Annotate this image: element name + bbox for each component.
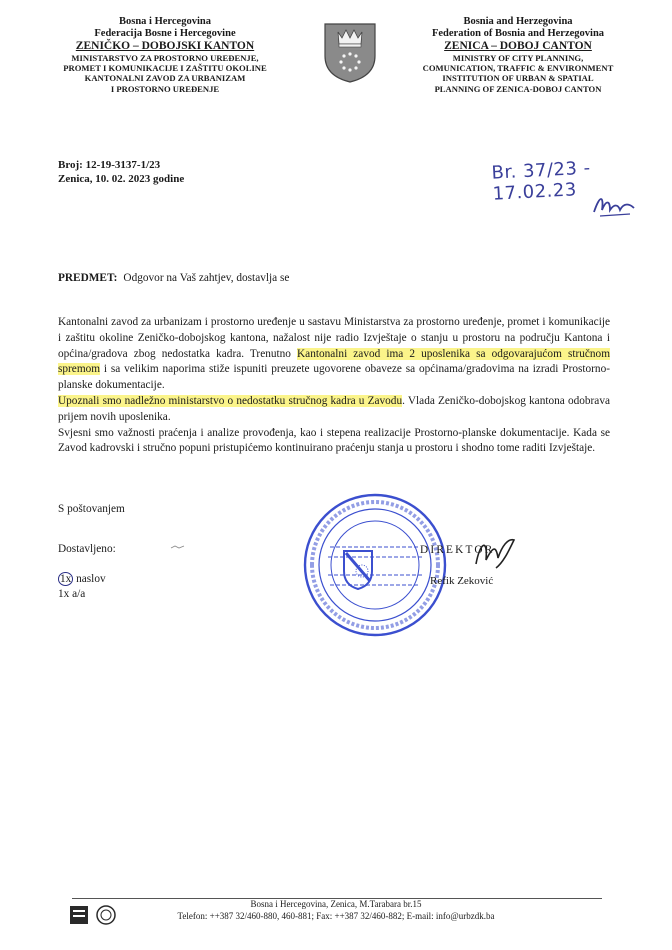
paragraph: Svjesni smo važnosti praćenja i analize provođenja, kao i stepena realizacije Prostorno-planske dokumentacije. Kada se Zavod kadrovski i stručno popuni pristupićemo kontinuirano praćenju stanja u prostoru i shodno tome raditi Izvještaje. xyxy=(58,426,610,455)
letterhead-line-en: COMUNICATION, TRAFFIC & ENVIRONMENT xyxy=(422,63,614,74)
paragraph xyxy=(58,394,610,426)
handwritten-signature-icon xyxy=(470,534,520,572)
ink-mark-icon xyxy=(170,544,186,550)
paragraph-text: i sa velikim naporima stiže ispuniti preuzete ugovorene obaveze sa općinama/gradovima na izradi Prostorno-planske dokumentacije. xyxy=(58,363,610,392)
handwritten-initials-icon xyxy=(590,190,638,220)
letterhead-line: PROMET I KOMUNIKACIJE I ZAŠTITU OKOLINE xyxy=(63,63,267,74)
letterhead-canton-en: ZENICA – DOBOJ CANTON xyxy=(444,40,592,52)
reference-block xyxy=(58,158,184,186)
letterhead-line: KANTONALNI ZAVOD ZA URBANIZAM xyxy=(84,73,246,84)
coat-of-arms-icon xyxy=(323,22,377,84)
reference-number: Broj: 12-19-3137-1/23 xyxy=(58,159,161,171)
highlighted-text: Upoznali smo nadležno ministarstvo o nedostatku stručnog kadra u Zavodu xyxy=(58,394,403,407)
letterhead-line-en: INSTITUTION OF URBAN & SPATIAL xyxy=(442,73,594,84)
subject-text: Odgovor na Vaš zahtjev, dostavlja se xyxy=(123,272,290,284)
letterhead-line: MINISTARSTVO ZA PROSTORNO UREĐENJE, xyxy=(71,53,259,63)
signatory-name: Refik Zeković xyxy=(430,575,494,587)
letterhead-federation: Federacija Bosne i Hercegovine xyxy=(94,28,236,39)
paragraph-text: . Vlada Zeničko-dobojskog kantona odobrava prijem novih uposlenika. xyxy=(58,394,610,423)
letterhead-line-en: MINISTRY OF CITY PLANNING, xyxy=(452,53,584,63)
official-stamp-icon xyxy=(300,485,450,645)
letterhead-line-en: PLANNING OF ZENICA-DOBOJ CANTON xyxy=(434,83,602,94)
recipient-qty: 1x xyxy=(58,588,70,600)
letterhead-right xyxy=(388,16,648,94)
letterhead-country: Bosna i Hercegovina xyxy=(119,16,211,27)
recipient-name: a/a xyxy=(72,588,86,600)
recipient-name: naslov xyxy=(76,573,106,585)
recipient-item xyxy=(58,572,106,587)
closing-salutation: S poštovanjem xyxy=(58,503,125,515)
handwritten-receipt-note: Br. 37/23 - 17.02.23 xyxy=(491,157,592,205)
recipient-item xyxy=(58,587,106,602)
signatory-title: DIREKTOR xyxy=(420,544,495,556)
reference-place-date: Zenica, 10. 02. 2023 godine xyxy=(58,173,185,185)
recipient-qty: 1x xyxy=(60,573,72,585)
letterhead-canton: ZENIČKO – DOBOJSKI KANTON xyxy=(75,40,255,52)
letterhead-line: I PROSTORNO UREĐENJE xyxy=(110,83,220,94)
letterhead-country-en: Bosnia and Herzegovina xyxy=(463,16,573,27)
subject-line xyxy=(58,272,289,284)
letterhead-left xyxy=(34,16,296,94)
delivered-label: Dostavljeno: xyxy=(58,543,116,555)
paragraph-text: Kantonalni zavod za urbanizam i prostorno uređenje u sastavu Ministarstva za prostorno uređenje, promet i komunikacije i zaštitu okoline Zeničko-dobojskog kantona, nažalost nije radio Izvještaje o stanju u prostoru na području Kantona i općina/gradova zbog nedostatka kadra. Trenutno xyxy=(58,316,610,360)
letterhead-federation-en: Federation of Bosnia and Herzegovina xyxy=(431,28,605,39)
highlighted-text: Kantonalni zavod ima 2 uposlenika sa odgovarajućom stručnom spremom xyxy=(58,347,610,376)
footer-address: Bosna i Hercegovina, Zenica, M.Tarabara br.15 xyxy=(250,899,422,909)
recipients-list xyxy=(58,572,106,602)
letter-body xyxy=(58,315,610,457)
subject-label: PREDMET: xyxy=(58,272,118,284)
paragraph xyxy=(58,315,610,394)
footer-contacts: Telefon: ++387 32/460-880, 460-881; Fax: ++387 32/460-882; E-mail: info@urbzdk.ba xyxy=(177,911,495,921)
